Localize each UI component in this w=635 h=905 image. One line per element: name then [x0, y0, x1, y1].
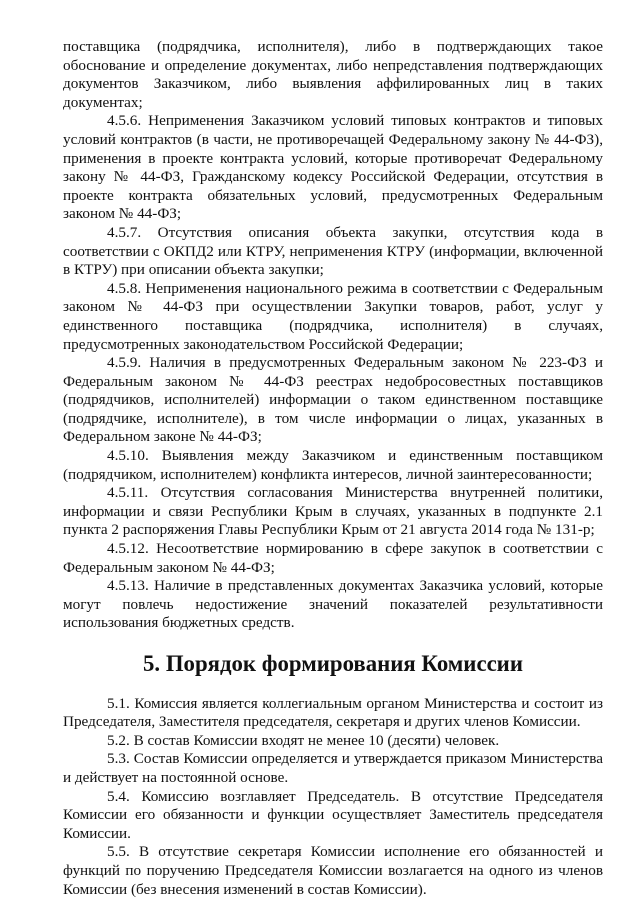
paragraph-4-5-7: 4.5.7. Отсутствия описания объекта закупки, отсутствия кода в соответствии с ОКПД2 или КТРУ, неприменения КТРУ (информации, включенной в КТРУ) при описании объекта закупки;	[63, 223, 603, 279]
paragraph-4-5-8: 4.5.8. Неприменения национального режима в соответствии с Федеральным законом № 44-ФЗ при осуществлении Закупки товаров, работ, услуг у единственного поставщика (подрядчика, исполнителя) в случаях, предусмотренных законодательством Российской Федерации;	[63, 279, 603, 353]
paragraph-5-5: 5.5. В отсутствие секретаря Комиссии исполнение его обязанностей и функций по поручению Председателя Комиссии возлагается на одного из членов Комиссии (без внесения изменений в состав Комиссии).	[63, 843, 603, 898]
paragraph-4-5-11: 4.5.11. Отсутствия согласования Министерства внутренней политики, информации и связи Республики Крым в случаях, указанных в подпункте 2.1 пункта 2 распоряжения Главы Республики Крым от 21 августа 2014 года № 131-р;	[63, 484, 603, 539]
paragraph-4-5-12: 4.5.12. Несоответствие нормированию в сфере закупок в соответствии с Федеральным законом № 44-ФЗ;	[63, 540, 603, 576]
paragraph-4-5-9: 4.5.9. Наличия в предусмотренных Федеральным законом № 223-ФЗ и Федеральным законом № 44-ФЗ реестрах недобросовестных поставщиков (подрядчиков, исполнителей) информации о таком единственном поставщике (подрядчике, исполнителе), в том числе информации о лицах, указанных в Федеральном законе № 44-ФЗ;	[63, 354, 603, 446]
paragraph-4-5-5-continuation: поставщика (подрядчика, исполнителя), либо в подтверждающих такое обоснование и определение документах, либо непредставления подтверждающих документов Заказчиком, либо выявления аффилированных лиц в таких документах;	[63, 38, 603, 111]
paragraph-5-1: 5.1. Комиссия является коллегиальным органом Министерства и состоит из Председателя, Заместителя председателя, секретаря и других членов Комиссии.	[63, 694, 603, 731]
paragraph-5-3: 5.3. Состав Комиссии определяется и утверждается приказом Министерства и действует на постоянной основе.	[63, 750, 603, 786]
paragraph-4-5-13: 4.5.13. Наличие в представленных документах Заказчика условий, которые могут повлечь недостижение значений показателей результативности использования бюджетных средств.	[63, 577, 603, 632]
paragraph-4-5-6: 4.5.6. Неприменения Заказчиком условий типовых контрактов и типовых условий контрактов (в части, не противоречащей Федеральному закону № 44-ФЗ), применения в проекте контракта условий, которые противоречат Федеральному закону № 44-ФЗ, Гражданскому кодексу Российской Федерации, отсутствия в проекте контракта обязательных условий, предусмотренных Федеральным законом № 44-ФЗ;	[63, 112, 603, 223]
paragraph-5-2: 5.2. В состав Комиссии входят не менее 10 (десяти) человек.	[107, 731, 500, 749]
section-5-heading: 5. Порядок формирования Комиссии	[143, 651, 523, 676]
paragraph-4-5-10: 4.5.10. Выявления между Заказчиком и единственным поставщиком (подрядчиком, исполнителем) конфликта интересов, личной заинтересованности;	[63, 447, 603, 483]
paragraph-5-4: 5.4. Комиссию возглавляет Председатель. В отсутствие Председателя Комиссии его обязанности и функции осуществляет Заместитель председателя Комиссии.	[63, 787, 603, 842]
